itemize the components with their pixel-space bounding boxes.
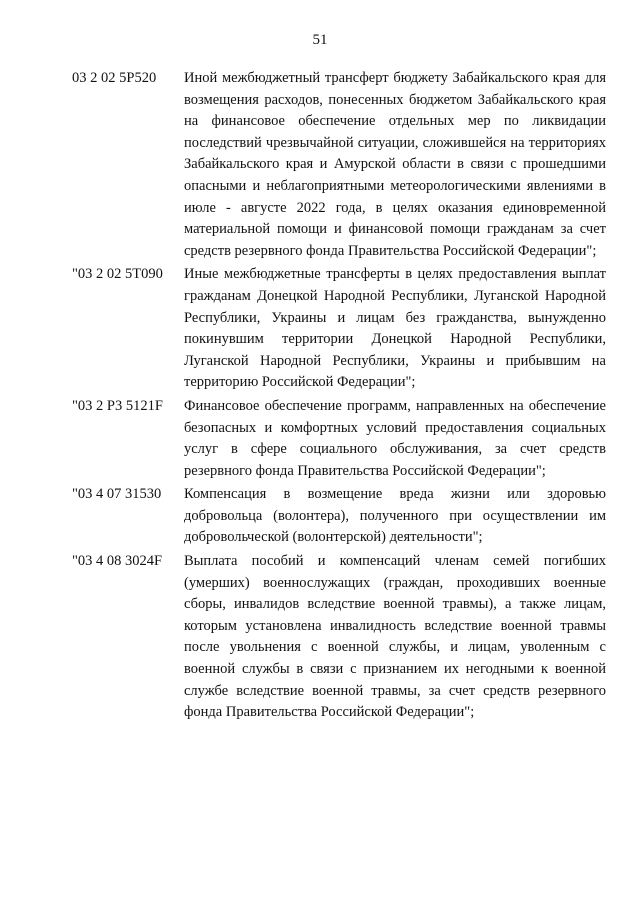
page-number: 51 (312, 32, 328, 48)
budget-code-description: Иные межбюджетные трансферты в целях предоставления выплат гражданам Донецкой Народной Республики, Луганской Народной Республики, Украины и лицам без гражданства, вынужденно покинувшим территории Донецкой Народной Республики, Луганской Народной Республики, Украины и прибывшим на территорию Российской Федерации"; (184, 266, 606, 391)
budget-code-list (72, 68, 606, 726)
budget-code: "03 2 P3 5121F (72, 397, 163, 414)
budget-code-description: Иной межбюджетный трансферт бюджету Забайкальского края для возмещения расходов, понесенных бюджетом Забайкальского края на финансовое обеспечение отдельных мер по ликвидации последствий чрезвычайной ситуации, сложившейся на территориях Забайкальского края и Амурской области в связи с прошедшими опасными и неблагоприятными метеорологическими явлениями в июле - августе 2022 года, в целях оказания единовременной материальной помощи и финансовой помощи гражданам за счет средств резервного фонда Правительства Российской Федерации"; (184, 70, 606, 259)
budget-code-description: Компенсация в возмещение вреда жизни или здоровью добровольца (волонтера), полученного при осуществлении им добровольческой (волонтерской) деятельности"; (184, 486, 606, 546)
budget-code: "03 4 07 31530 (72, 486, 162, 503)
budget-code-description: Выплата пособий и компенсаций членам семей погибших (умерших) военнослужащих (граждан, проходивших военные сборы, инвалидов вследствие военной травмы), а также лицам, которым установлена инвалидность вследствие военной травмы после увольнения с военной службы, и лицам, уволенным с военной службы в связи с признанием их негодными к военной службе вследствие военной травмы, за счет средств резервного фонда Правительства Российской Федерации"; (184, 553, 606, 721)
budget-code: 03 2 02 5P520 (72, 70, 157, 86)
list-item (72, 396, 606, 482)
list-item (72, 551, 606, 724)
budget-code-description: Финансовое обеспечение программ, направленных на обеспечение безопасных и комфортных условий предоставления социальных услуг в сфере социального обслуживания, за счет средств резервного фонда Правительства Российской Федерации"; (184, 397, 606, 479)
list-item (72, 264, 606, 394)
budget-code: "03 4 08 3024F (72, 553, 163, 570)
list-item (72, 68, 606, 262)
budget-code: "03 2 02 5T090 (72, 266, 163, 283)
list-item (72, 484, 606, 549)
